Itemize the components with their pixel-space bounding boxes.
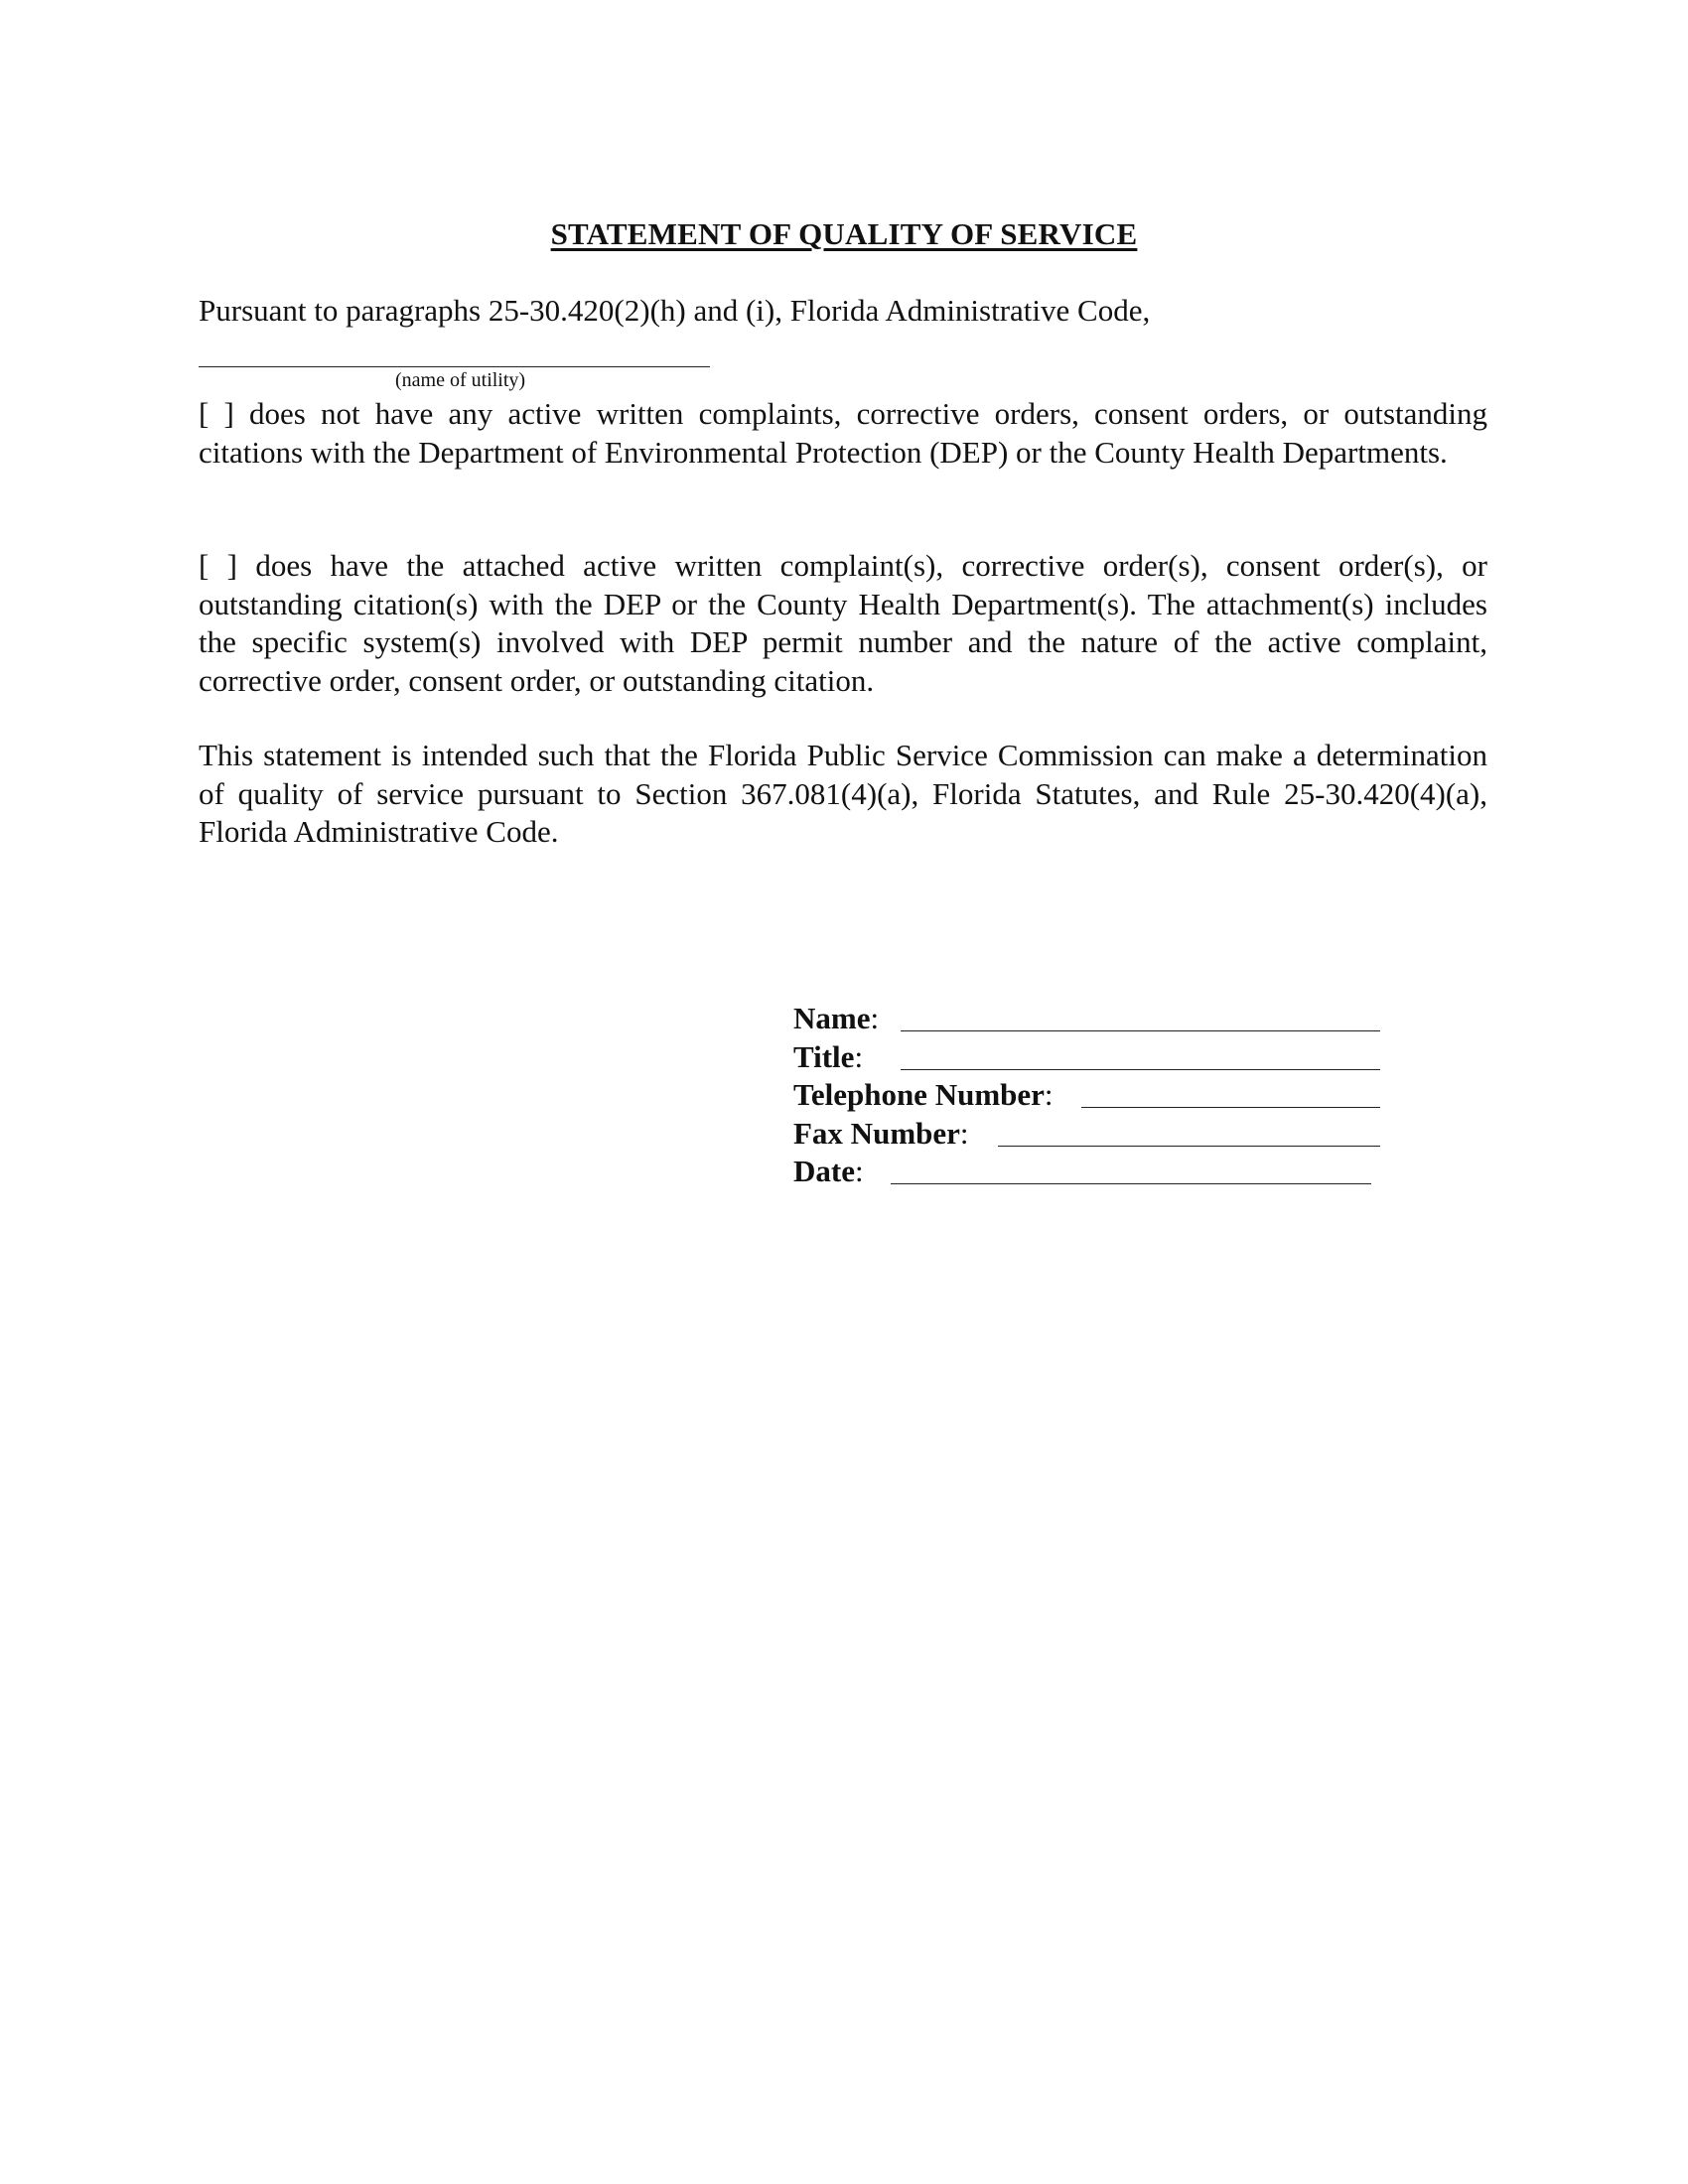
date-field[interactable] xyxy=(893,1153,1373,1184)
document-title: STATEMENT OF QUALITY OF SERVICE xyxy=(550,216,1138,251)
signature-row-name xyxy=(793,1000,1389,1038)
telephone-field[interactable] xyxy=(1083,1076,1383,1108)
paragraph-statement-intent: This statement is intended such that the Florida Public Service Commission can make a determination of quality of service pursuant to Section 367.081(4)(a), Florida Statutes, and Rule 25-30.420(4)(a), Florida Administrative Code. xyxy=(199,738,1487,849)
fax-label: Fax Number: xyxy=(793,1115,969,1151)
signature-row-telephone xyxy=(793,1076,1389,1115)
utility-name-caption: (name of utility) xyxy=(395,369,526,391)
name-label: Name: xyxy=(793,1001,880,1035)
paragraph-has-complaints: [ ] does have the attached active written complaint(s), corrective order(s), consent order(s), or outstanding citation(s) with the DEP or the County Health Department(s). The attachment(s) includes the specific system(s) involved with DEP permit number and the nature of the active complaint, corrective order, consent order, or outstanding citation. xyxy=(199,548,1487,698)
title-label: Title: xyxy=(793,1038,864,1074)
signature-block xyxy=(793,1000,1389,1191)
name-field[interactable] xyxy=(903,1000,1383,1031)
fax-field[interactable] xyxy=(1000,1115,1383,1147)
signature-row-title xyxy=(793,1038,1389,1077)
title-field[interactable] xyxy=(903,1038,1383,1070)
telephone-label: Telephone Number: xyxy=(793,1077,1054,1112)
utility-name-blank[interactable] xyxy=(199,366,710,367)
signature-row-fax xyxy=(793,1115,1389,1154)
paragraph-no-complaints: [ ] does not have any active written complaints, corrective orders, consent orders, or outstanding citations with the Department of Environmental Protection (DEP) or the County Health Departments. xyxy=(199,396,1487,470)
date-label: Date: xyxy=(793,1154,864,1188)
signature-row-date xyxy=(793,1153,1389,1191)
intro-text: Pursuant to paragraphs 25-30.420(2)(h) and (i), Florida Administrative Code, xyxy=(199,293,1151,328)
